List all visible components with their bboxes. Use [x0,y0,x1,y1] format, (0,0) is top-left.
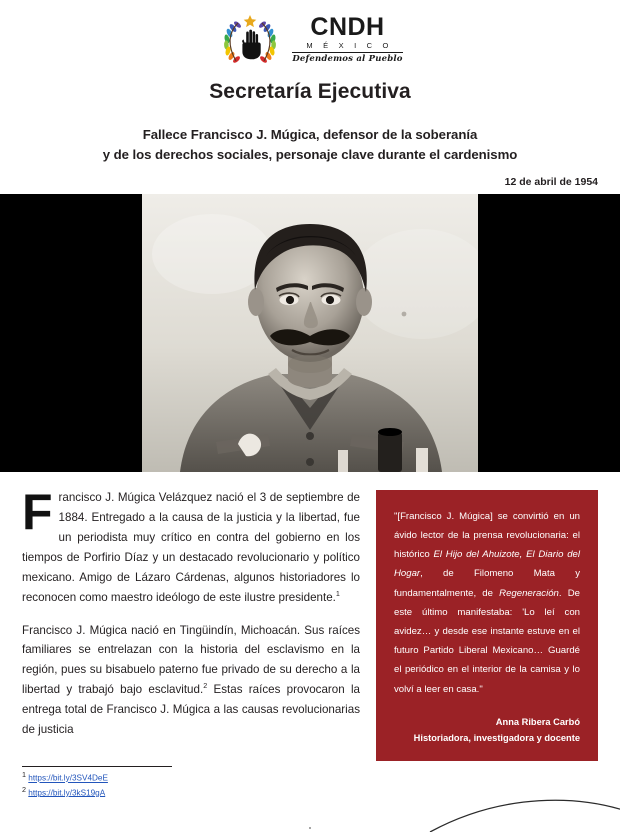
quote-italic-1: El Hijo del Ahuizote, El Diario del Hogar [394,549,581,580]
paragraph-1-text: rancisco J. Múgica Velázquez nació el 3 de septiembre de 1884. Entregado a la causa de la justicia y la libertad, fue un periodista muy crítico en contra del gobierno en los tiempos de Porfirio Díaz y un destacado revolucionario y político mexicano. Amigo de Lázaro Cárdenas, algunos historiadores lo reconocen como maestro ideólogo de este ilustre presidente. [22,490,360,604]
headline [38,125,582,166]
article-body [0,472,620,743]
quote-part-1: "[Francisco J. Múgica] se convirtió en un ávido lector de la prensa revolucionaria: el histórico [394,510,580,561]
headline-line-2: y de los derechos sociales, personaje clave durante el cardenismo [102,147,518,163]
footnote-ref-1[interactable]: 1 [335,588,340,598]
logo-country: M É X I C O [306,41,393,50]
footnote-item-2 [22,785,322,800]
pull-quote-attribution [394,715,580,747]
headline-line-1: Fallece Francisco J. Múgica, defensor de la soberanía [142,127,478,142]
pull-quote-box [376,490,598,761]
footnote-ref-2[interactable]: 2 [203,681,208,691]
quote-part-3: . De este último manifestaba: 'Lo leí con avidez… y desde ese instante estuve en el futuro Partido Liberal Mexicano… Guardé el periódico en el interior de la camisa y lo volví a leer en casa." [394,587,580,695]
pull-quote-text [394,507,580,699]
title-block [0,80,620,166]
paragraph-2-text-b: Estas raíces provocaron la entrega total de Francisco J. Múgica a las causas revolucionarias de justicia [22,683,360,737]
quote-italic-2: Regeneración [499,587,559,599]
footnote-link-1[interactable]: https://bit.ly/3SV4DeE [28,773,108,783]
quote-author-role: Historiadora, investigadora y docente [413,732,580,743]
cndh-emblem-icon [217,11,283,67]
footnotes [22,766,322,799]
cndh-wordmark [292,15,402,63]
footnote-link-2[interactable]: https://bit.ly/3kS19gA [28,788,106,798]
paragraph-2-text-a: Francisco J. Múgica nació en Tingüindín, Michoacán. Sus raíces familiares se entrelazan con la historia del esclavismo en la región, pues su bisabuelo paterno fue privado de su derecho a la libertad y trabajó bajo esclavitud. [22,623,360,697]
portrait-photo [142,194,478,472]
photo-band [0,194,620,472]
logo-tagline: Defendemos al Pueblo [292,53,403,64]
logo-divider [292,52,402,53]
footnote-item-1 [22,770,322,785]
header-logo-band [0,0,620,78]
drop-cap: F [22,483,53,540]
cndh-logo [217,11,402,67]
quote-author: Anna Ribera Carbó [495,716,580,727]
footnote-marker-2: 2 [22,784,26,794]
logo-name: CNDH [310,13,385,41]
footnote-divider [22,766,172,767]
publication-date: 12 de abril de 1954 [504,175,598,188]
quote-part-2: , de Filomeno Mata y fundamentalmente, de [394,568,580,599]
footnote-marker-1: 1 [22,770,26,779]
page-title: Secretaría Ejecutiva [209,80,411,103]
